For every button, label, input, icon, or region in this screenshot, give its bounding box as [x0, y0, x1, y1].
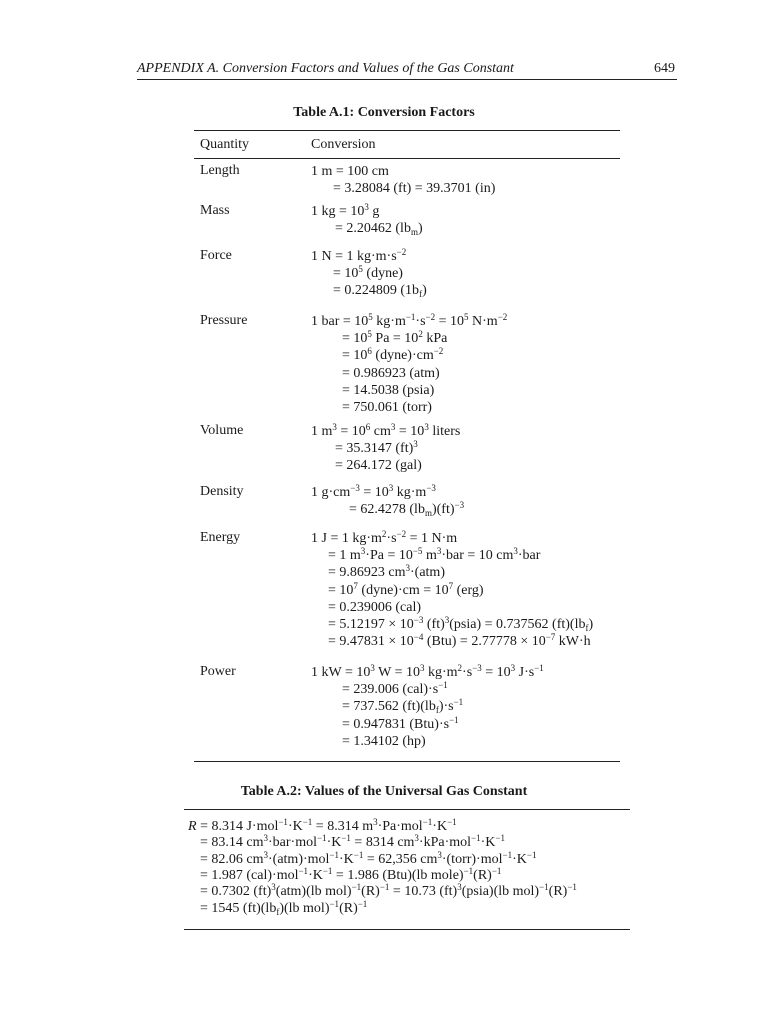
conversion-line: = $10^6$ $(dyne)\cdot cm^{-2}$ — [342, 346, 444, 364]
conversion-line: = 62.4278 $(lb_m)(ft)^{-3}$ — [349, 500, 465, 519]
quantity-density: Density — [200, 484, 244, 499]
conversion-line: = 0.239006 (cal) — [328, 599, 422, 615]
conversion-line: = 35.3147 (ft)$^3$ — [335, 439, 418, 457]
table2-caption: Table A.2: Values of the Universal Gas Constant — [240, 784, 528, 799]
table2-bottom-rule — [184, 929, 630, 930]
conversion-line: = $10^5$ (dyne) — [333, 264, 403, 282]
conversion-line: = $5.12197 \times 10^{-3}$ (ft)$^3$(psia) = 0.737562 $(ft)(lb_f)$ — [328, 615, 594, 633]
conversion-line: 1 $g\cdot cm^{-3} = 10^3$ $kg\cdot m^{-3}$ — [311, 483, 436, 500]
gas-constant-line: = 1.987 $(cal)\cdot mol^{-1}\cdot K^{-1} = 1.986$ (Btu)(lb $mole)^{-1}(R)^{-1}$ — [200, 865, 502, 883]
gas-constant-line: = 1545 $(ft)(lb_f)(lb$ $mol)^{-1}(R)^{-1}$ — [200, 898, 368, 917]
page-number: 649 — [654, 61, 675, 76]
quantity-force: Force — [200, 248, 232, 263]
gas-constant-line: = 0.7302 (ft)$^3$(atm)(lb $mol)^{-1}(R)^{-1} = 10.73$ (ft)$^3$(psia)(lb $mol)^{-1}(R)^{-1}$ — [200, 882, 577, 900]
conversion-line: = 0.986923 (atm) — [342, 365, 440, 381]
conversion-line: = 2.20462 $(lb_m)$ — [335, 221, 423, 238]
conversion-line: = 3.28084 (ft) = 39.3701 (in) — [333, 181, 496, 197]
conversion-line: = $9.47831 \times 10^{-4}$ $(Btu) = 2.77778 \times 10^{-7}$ kW·h — [328, 632, 591, 650]
conversion-line: = 0.224809 $(1b_f)$ — [333, 283, 427, 300]
conversion-line: = 737.562 $(ft)(lb_f)\cdot s^{-1}$ — [342, 697, 464, 716]
conversion-line: 1 N = 1 $kg\cdot m\cdot s^{-2}$ — [311, 247, 407, 264]
conversion-line: = 1 $m^3\cdot Pa = 10^{-5}$ $m^3\cdot bar = 10$ $cm^3\cdot bar$ — [328, 546, 541, 564]
quantity-pressure: Pressure — [200, 313, 248, 328]
conversion-line: 1 kW = $10^3$ $W = 10^3$ $kg\cdot m^2\cdot s^{-3} = 10^3$ $J\cdot s^{-1}$ — [311, 663, 544, 680]
quantity-power: Power — [200, 664, 236, 679]
conversion-line: = 0.947831 $(Btu)\cdot s^{-1}$ — [342, 714, 459, 732]
conversion-line: = 14.5038 (psia) — [342, 382, 435, 398]
table1-col-conversion: Conversion — [311, 137, 376, 152]
conversion-line: 1 J = 1 $kg\cdot m^2\cdot s^{-2} = 1$ N·m — [311, 529, 458, 546]
conversion-line: 1 m = 100 cm — [311, 164, 389, 179]
quantity-energy: Energy — [200, 530, 241, 545]
table1-bottom-rule — [194, 761, 620, 762]
conversion-line: 1 kg = $10^3$ g — [311, 202, 380, 219]
table1-col-quantity: Quantity — [200, 137, 249, 152]
quantity-length: Length — [200, 163, 240, 178]
gas-constant-line: = 82.06 $cm^3\cdot(atm)\cdot mol^{-1}\cdot K^{-1} = 62,356$ $cm^3\cdot(torr)\cdot mol^{-1}\cdot K^{-1}$ — [200, 849, 537, 867]
conversion-line: = 264.172 (gal) — [335, 458, 422, 474]
table1-caption: Table A.1: Conversion Factors — [293, 105, 475, 120]
gas-constant-line: R = 8.314 $J\cdot mol^{-1}\cdot K^{-1} = 8.314$ $m^3\cdot Pa\cdot mol^{-1}\cdot K^{-1}$ — [188, 817, 457, 834]
running-header — [137, 61, 677, 80]
conversion-line: = 9.86923 $cm^3\cdot(atm)$ — [328, 563, 445, 581]
conversion-line: = 750.061 (torr) — [342, 400, 432, 415]
conversion-line: = 1.34102 (hp) — [342, 733, 426, 749]
conversion-line: = 239.006 $(cal)\cdot s^{-1}$ — [342, 680, 448, 698]
conversion-line: = $10^7$ (dyne)·cm = $10^7$ (erg) — [328, 580, 484, 598]
gas-constant-line: = 83.14 $cm^3\cdot bar\cdot mol^{-1}\cdot K^{-1} = 8314$ $cm^3\cdot kPa\cdot mol^{-1}\cdot K^{-1}$ — [200, 833, 505, 851]
quantity-volume: Volume — [200, 423, 244, 438]
conversion-line: 1 bar = $10^5$ $kg\cdot m^{-1}\cdot s^{-2} = 10^5$ $N\cdot m^{-2}$ — [311, 312, 508, 329]
quantity-mass: Mass — [200, 203, 230, 218]
table2-top-rule — [184, 809, 630, 810]
running-title: APPENDIX A. Conversion Factors and Values of the Gas Constant — [137, 61, 514, 76]
table1-top-rule — [194, 130, 620, 131]
conversion-line: 1 $m^3 = 10^6$ $cm^3 = 10^3$ liters — [311, 422, 461, 439]
conversion-line: = $10^5$ $Pa = 10^2$ kPa — [342, 329, 448, 347]
table1-header-rule — [194, 158, 620, 159]
